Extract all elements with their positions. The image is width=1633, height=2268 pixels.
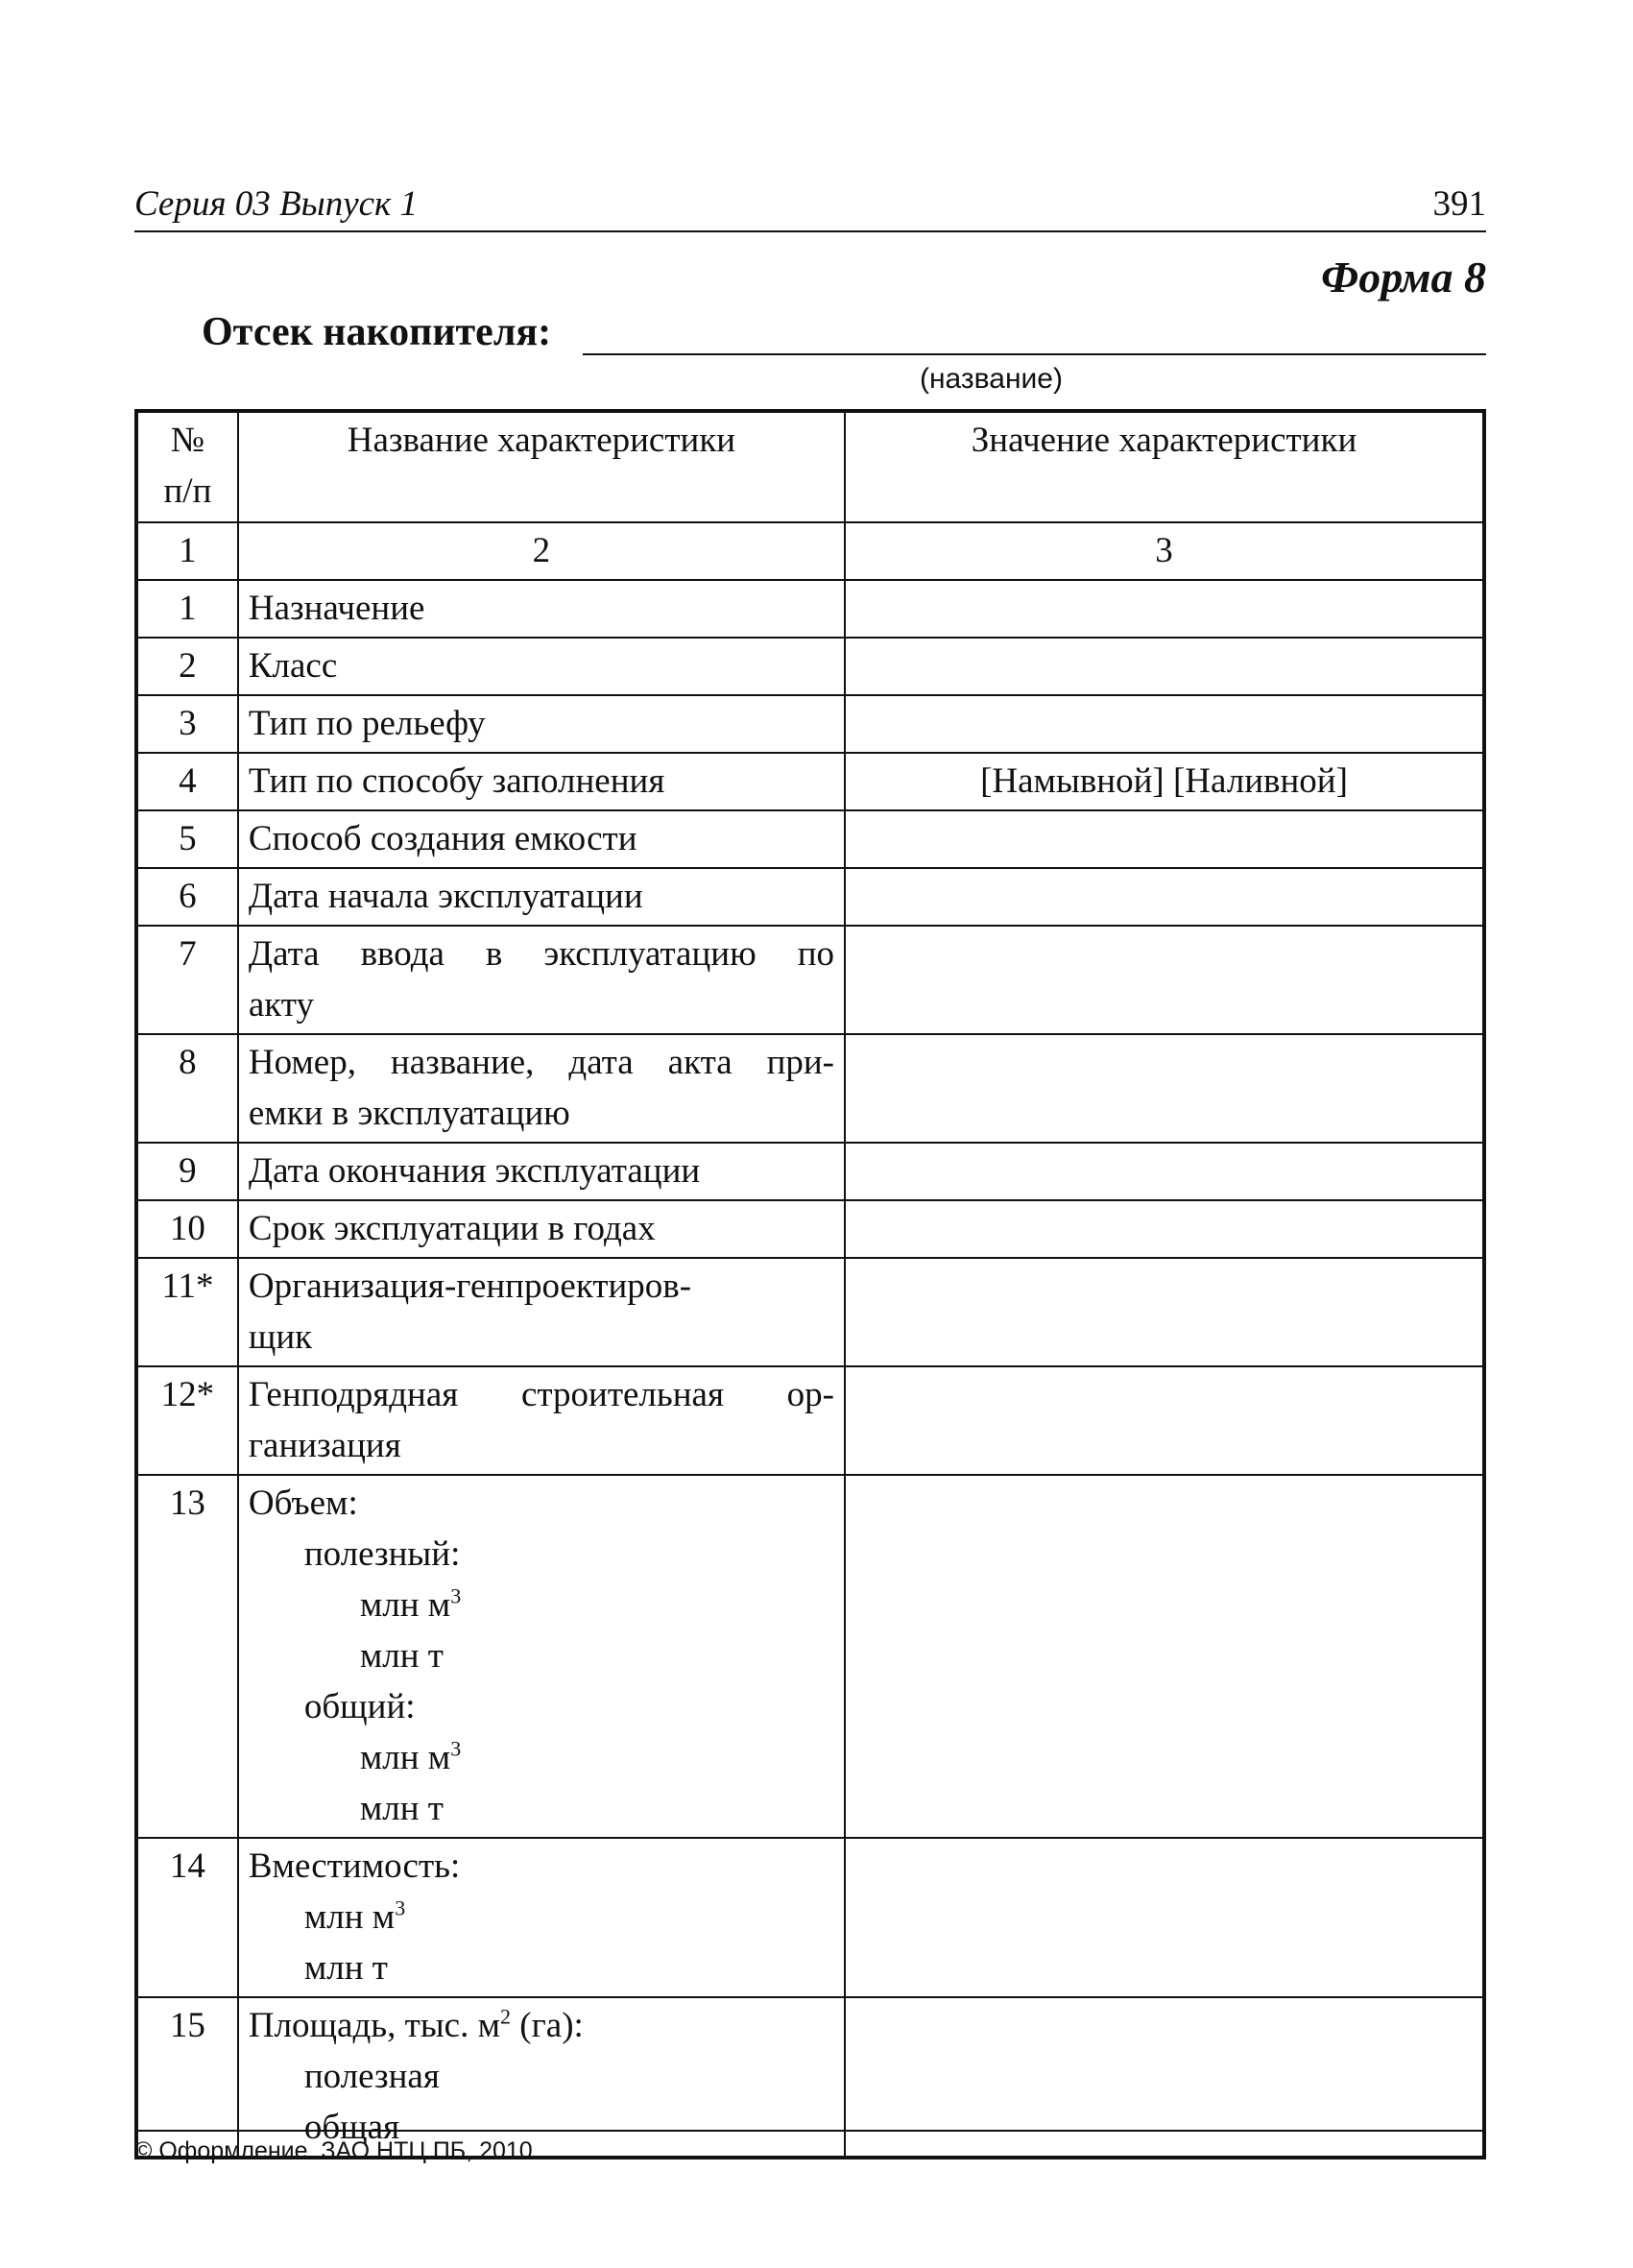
row-num: 10 [136,1200,238,1258]
row-num: 9 [136,1143,238,1200]
table-row [136,753,1484,810]
unit-superscript: 3 [395,1895,406,1920]
row-name: Срок эксплуатации в годах [238,1200,845,1258]
row-num: 6 [136,868,238,926]
form-title: Форма 8 [1321,253,1486,302]
row-name: Назначение [238,580,845,638]
row-num: 13 [136,1475,238,1838]
header-num-line1: № [170,421,205,460]
row-name: Способ создания емкости [238,810,845,868]
col-number-2: 2 [238,522,845,580]
row-num: 5 [136,810,238,868]
table-row [136,868,1484,926]
row-num: 4 [136,753,238,810]
row-value[interactable] [845,638,1484,695]
row-name-line [249,2000,834,2051]
table-row [136,580,1484,638]
unit-text: млн м [303,1897,396,1937]
row-name: Дата начала эксплуатации [238,868,845,926]
row-name-line: ганизация [248,1426,401,1465]
header-num [136,411,238,522]
row-name-line: емки в эксплуатацию [248,1094,570,1133]
row-value[interactable] [845,810,1484,868]
page-number: 391 [1432,184,1486,224]
row-name [238,1997,845,2158]
col-number-1: 1 [136,522,238,580]
header-value: Значение характеристики [845,411,1484,522]
row-name-line: млн т [359,1789,444,1828]
unit-superscript: 3 [450,1736,462,1761]
area-superscript: 2 [500,2004,512,2029]
row-value[interactable] [845,1200,1484,1258]
row-name-line: полезная [303,2057,440,2096]
row-value[interactable] [845,868,1484,926]
column-numbers-row [136,522,1484,580]
table-row [136,1997,1484,2158]
row-name-line: млн т [359,1636,444,1676]
row-name-line: полезный: [303,1534,461,1574]
page-header [134,184,1486,232]
characteristics-table [134,409,1486,2159]
table-row [136,1838,1484,1997]
row-value[interactable] [845,926,1484,1034]
table-header-row [136,411,1484,522]
row-name: Класс [238,638,845,695]
unit-text: млн м [359,1585,451,1625]
row-num: 2 [136,638,238,695]
row-name: Дата окончания эксплуатации [238,1143,845,1200]
row-num: 11* [136,1258,238,1366]
row-name-line [249,1732,834,1783]
row-value[interactable] [845,580,1484,638]
row-num: 1 [136,580,238,638]
row-name-line: млн т [303,1948,388,1988]
row-name [238,1366,845,1475]
row-name-line: общая [303,2108,400,2147]
row-value[interactable] [845,1034,1484,1143]
row-value[interactable] [845,1366,1484,1475]
header-name: Название характеристики [238,411,845,522]
row-num: 8 [136,1034,238,1143]
row-value[interactable] [845,1475,1484,1838]
footer-rule [134,2130,1486,2132]
table-row [136,810,1484,868]
row-value[interactable] [845,1258,1484,1366]
compartment-caption: (название) [920,363,1063,395]
series-label: Серия 03 Выпуск 1 [134,184,419,224]
row-name [238,1475,845,1838]
row-num: 12* [136,1366,238,1475]
header-num-line2: п/п [163,471,212,511]
compartment-label: Отсек накопителя: [202,310,552,354]
col-number-3: 3 [845,522,1484,580]
row-name: Тип по способу заполнения [238,753,845,810]
table-row [136,926,1484,1034]
table-row [136,1366,1484,1475]
row-name-line [249,1892,834,1942]
row-value[interactable]: [Намывной] [Наливной] [845,753,1484,810]
row-value[interactable] [845,695,1484,753]
row-value[interactable] [845,1838,1484,1997]
row-num: 3 [136,695,238,753]
row-name-line: Объем: [248,1484,358,1523]
row-num: 15 [136,1997,238,2158]
row-name-line: Вместимость: [248,1846,461,1886]
table-row [136,638,1484,695]
area-text-tail: (га): [519,2006,584,2045]
table-row [136,1200,1484,1258]
row-num: 14 [136,1838,238,1997]
table-row [136,1034,1484,1143]
row-name-line: щик [248,1317,313,1357]
row-name [238,1034,845,1143]
row-value[interactable] [845,1143,1484,1200]
row-name [238,1258,845,1366]
row-num: 7 [136,926,238,1034]
row-name-line: Генподрядная строительная ор- [248,1375,834,1414]
row-name-line [249,1580,834,1630]
unit-superscript: 3 [450,1583,462,1608]
row-name-line: Дата ввода в эксплуатацию по [248,934,834,974]
row-name-line: акту [248,985,314,1025]
row-name [238,1838,845,1997]
table-row [136,695,1484,753]
row-name [238,926,845,1034]
table-row [136,1475,1484,1838]
table-row [136,1258,1484,1366]
area-text: Площадь, тыс. м [248,2006,501,2045]
row-value[interactable] [845,1997,1484,2158]
row-name-line: Организация-генпроектиров- [248,1267,692,1306]
compartment-name-line [583,353,1486,355]
row-name-line: Номер, название, дата акта при- [248,1043,834,1082]
table-row [136,1143,1484,1200]
row-name-line: общий: [303,1687,416,1726]
unit-text: млн м [359,1738,451,1777]
footer-copyright: © Оформление. ЗАО НТЦ ПБ, 2010 [134,2137,533,2164]
row-name: Тип по рельефу [238,695,845,753]
